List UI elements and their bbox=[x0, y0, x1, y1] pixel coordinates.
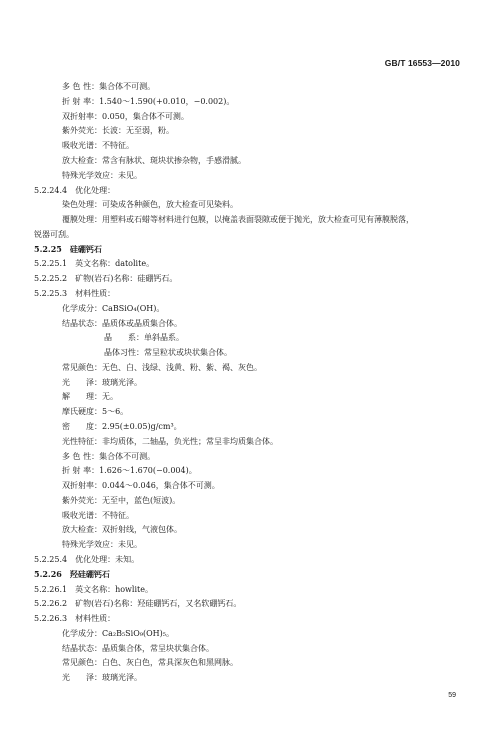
text-line: 5.2.26.3 材料性质： bbox=[34, 614, 116, 624]
text-line: 锐器可刮。 bbox=[34, 229, 74, 239]
section-heading: 5.2.25 硅硼钙石 bbox=[34, 243, 102, 254]
text-line: 5.2.24.4 优化处理： bbox=[34, 185, 116, 195]
text-line: 光 泽：玻璃光泽。 bbox=[62, 377, 142, 387]
section-heading: 5.2.26 羟硅硼钙石 bbox=[34, 568, 110, 579]
text-line: 紫外荧光：长波：无至弱，粉。 bbox=[62, 126, 174, 136]
text-line: 放大检查：常含有脉状、斑块状掺杂物，手感滑腻。 bbox=[62, 155, 246, 165]
text-line: 光性特征：非均质体，二轴晶，负光性；常呈非均质集合体。 bbox=[62, 436, 278, 446]
text-line: 特殊光学效应：未见。 bbox=[62, 540, 142, 550]
text-line: 特殊光学效应：未见。 bbox=[62, 170, 142, 180]
text-line: 多 色 性：集合体不可测。 bbox=[62, 82, 156, 91]
text-line: 晶 系：单斜晶系。 bbox=[104, 333, 184, 343]
text-line: 双折射率：0.050，集合体不可测。 bbox=[62, 111, 189, 121]
text-line: 常见颜色：无色、白、浅绿、浅黄、粉、紫、褐、灰色。 bbox=[62, 362, 262, 372]
text-line: 5.2.26.2 矿物(岩石)名称：羟硅硼钙石，又名软硼钙石。 bbox=[34, 599, 242, 609]
text-line: 折 射 率：1.540～1.590(+0.010，−0.002)。 bbox=[62, 96, 235, 106]
text-line: 解 理：无。 bbox=[62, 392, 118, 402]
text-line: 折 射 率：1.626～1.670(−0.004)。 bbox=[62, 466, 197, 476]
text-line: 5.2.25.1 英文名称：datolite。 bbox=[34, 259, 155, 269]
text-line: 5.2.26.1 英文名称：howlite。 bbox=[34, 584, 153, 594]
text-line: 5.2.25.3 材料性质： bbox=[34, 288, 116, 298]
text-line: 结晶状态：晶质体或晶质集合体。 bbox=[62, 318, 182, 328]
page-number: 59 bbox=[448, 692, 456, 699]
text-line: 摩氏硬度：5～6。 bbox=[62, 407, 129, 417]
text-line: 化学成分：CaBSiO₄(OH)。 bbox=[62, 303, 165, 313]
text-line: 结晶状态：晶质集合体，常呈块状集合体。 bbox=[62, 643, 214, 653]
text-line: 常见颜色：白色、灰白色，常具深灰色和黑网脉。 bbox=[62, 658, 238, 668]
text-line: 化学成分：Ca₂B₅SiO₉(OH)₅。 bbox=[62, 628, 174, 638]
text-line: 染色处理：可染成各种颜色，放大检查可见染料。 bbox=[62, 200, 238, 210]
text-line: 光 泽：玻璃光泽。 bbox=[62, 673, 142, 683]
text-line: 吸收光谱：不特征。 bbox=[62, 141, 134, 151]
text-line: 5.2.25.2 矿物(岩石)名称：硅硼钙石。 bbox=[34, 274, 178, 284]
text-line: 放大检查：双折射线，气液包体。 bbox=[62, 525, 182, 535]
text-line: 密 度：2.95(±0.05)g/cm³。 bbox=[62, 421, 182, 431]
standard-id-header: GB/T 16553—2010 bbox=[384, 58, 460, 68]
text-line: 覆膜处理：用塑料或石蜡等材料进行包膜，以掩盖表面裂隙或便于抛光，放大检查可见有薄膜脱落， bbox=[62, 215, 414, 224]
text-line: 5.2.25.4 优化处理：未知。 bbox=[34, 555, 140, 564]
text-line: 吸收光谱：不特征。 bbox=[62, 510, 134, 520]
text-line: 晶体习性：常呈粒状或块状集合体。 bbox=[104, 348, 232, 357]
text-line: 双折射率：0.044～0.046，集合体不可测。 bbox=[62, 481, 220, 491]
text-line: 紫外荧光：无至中，蓝色(短波)。 bbox=[62, 495, 181, 505]
text-line: 多 色 性：集合体不可测。 bbox=[62, 451, 156, 461]
